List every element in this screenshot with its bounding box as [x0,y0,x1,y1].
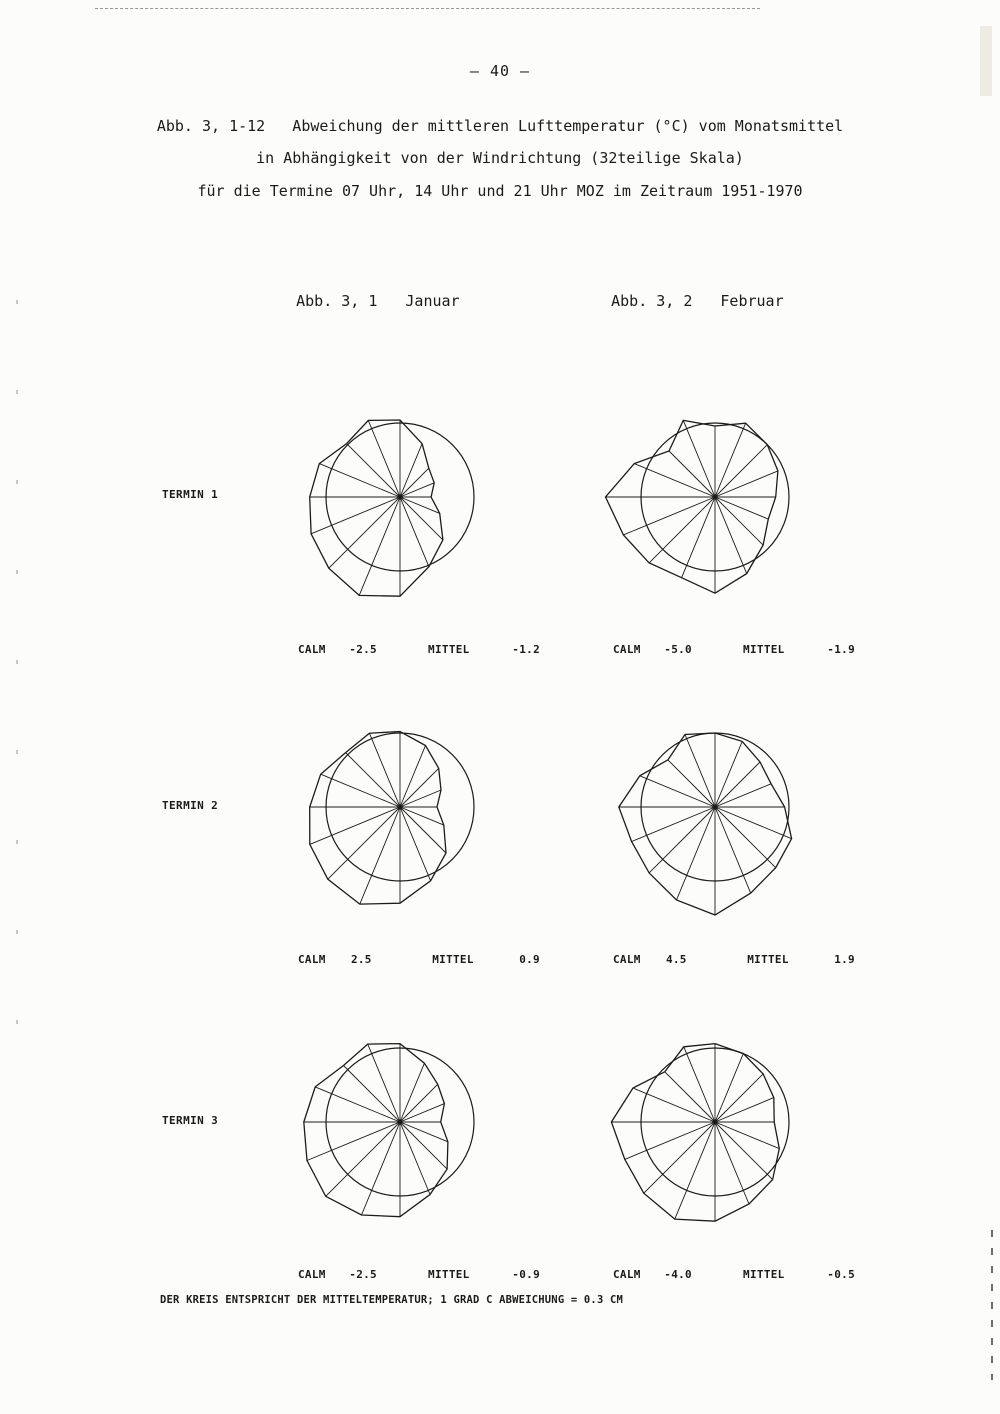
calm-label: CALM [613,643,641,656]
mittel-label: MITTEL [743,643,785,656]
chart-cell-termin2-januar [260,667,540,947]
caption-termin1-januar [260,643,540,656]
chart-cell-termin2-februar [575,667,855,947]
title-line-2: in Abhängigkeit von der Windrichtung (32teilige Skala) [256,149,744,168]
calm-label: CALM [298,953,326,966]
month-label-februar: Februar [720,292,784,310]
calm-label: CALM [613,1268,641,1281]
mittel-label: MITTEL [747,953,789,966]
caption-termin3-januar [260,1268,540,1281]
mittel-value: -1.2 [512,643,540,656]
row-label-termin-3: TERMIN 3 [162,1114,219,1127]
mittel-label: MITTEL [428,643,470,656]
chart-cell-termin1-februar [575,357,855,637]
radar-chart-termin1-februar [575,357,855,637]
title-line-1: Abb. 3, 1-12 Abweichung der mittleren Lufttemperatur (°C) vom Monatsmittel [156,117,844,135]
chart-cell-termin1-januar [260,357,540,637]
mittel-value: 1.9 [834,953,855,966]
calm-label: CALM [298,643,326,656]
radar-chart-termin2-januar [260,667,540,947]
mittel-label: MITTEL [428,1268,470,1281]
caption-termin3-februar [575,1268,855,1281]
month-label-januar: Januar [405,292,460,310]
chart-cell-termin3-februar [575,982,855,1262]
row-label-termin-1: TERMIN 1 [162,488,219,501]
scan-artifact-corner [980,26,992,96]
calm-value: -2.5 [349,1268,377,1281]
mittel-value: -0.5 [827,1268,855,1281]
caption-termin2-januar [260,953,540,966]
row-label-termin-2: TERMIN 2 [162,799,219,812]
mittel-value: 0.9 [519,953,540,966]
radar-chart-termin2-februar [575,667,855,947]
scan-artifact-left-marks [16,300,18,1100]
column-header-januar [260,274,460,328]
mittel-value: -0.9 [512,1268,540,1281]
calm-value: -2.5 [349,643,377,656]
calm-value: -5.0 [664,643,692,656]
chart-cell-termin3-januar [260,982,540,1262]
title-line-3: für die Termine 07 Uhr, 14 Uhr und 21 Uhr MOZ im Zeitraum 1951-1970 [197,181,803,200]
figure-title [100,110,900,207]
calm-value: 2.5 [350,953,372,966]
scan-artifact-right-marks [991,1230,993,1380]
mittel-value: -1.9 [827,643,855,656]
mittel-label: MITTEL [743,1268,785,1281]
calm-label: CALM [298,1268,326,1281]
figure-label-januar: Abb. 3, 1 [296,292,378,310]
column-header-februar [575,274,784,328]
mittel-label: MITTEL [432,953,474,966]
caption-termin1-februar [575,643,855,656]
radar-chart-termin1-januar [260,357,540,637]
caption-termin2-februar [575,953,855,966]
calm-value: -4.0 [664,1268,692,1281]
page-number: — 40 — [469,62,531,80]
scan-artifact-top-line [95,8,760,9]
calm-value: 4.5 [665,953,687,966]
figure-label-februar: Abb. 3, 2 [611,292,693,310]
radar-chart-termin3-januar [260,982,540,1262]
scale-note: DER KREIS ENTSPRICHT DER MITTELTEMPERATUR; 1 GRAD C ABWEICHUNG = 0.3 CM [160,1294,624,1306]
radar-chart-termin3-februar [575,982,855,1262]
calm-label: CALM [613,953,641,966]
